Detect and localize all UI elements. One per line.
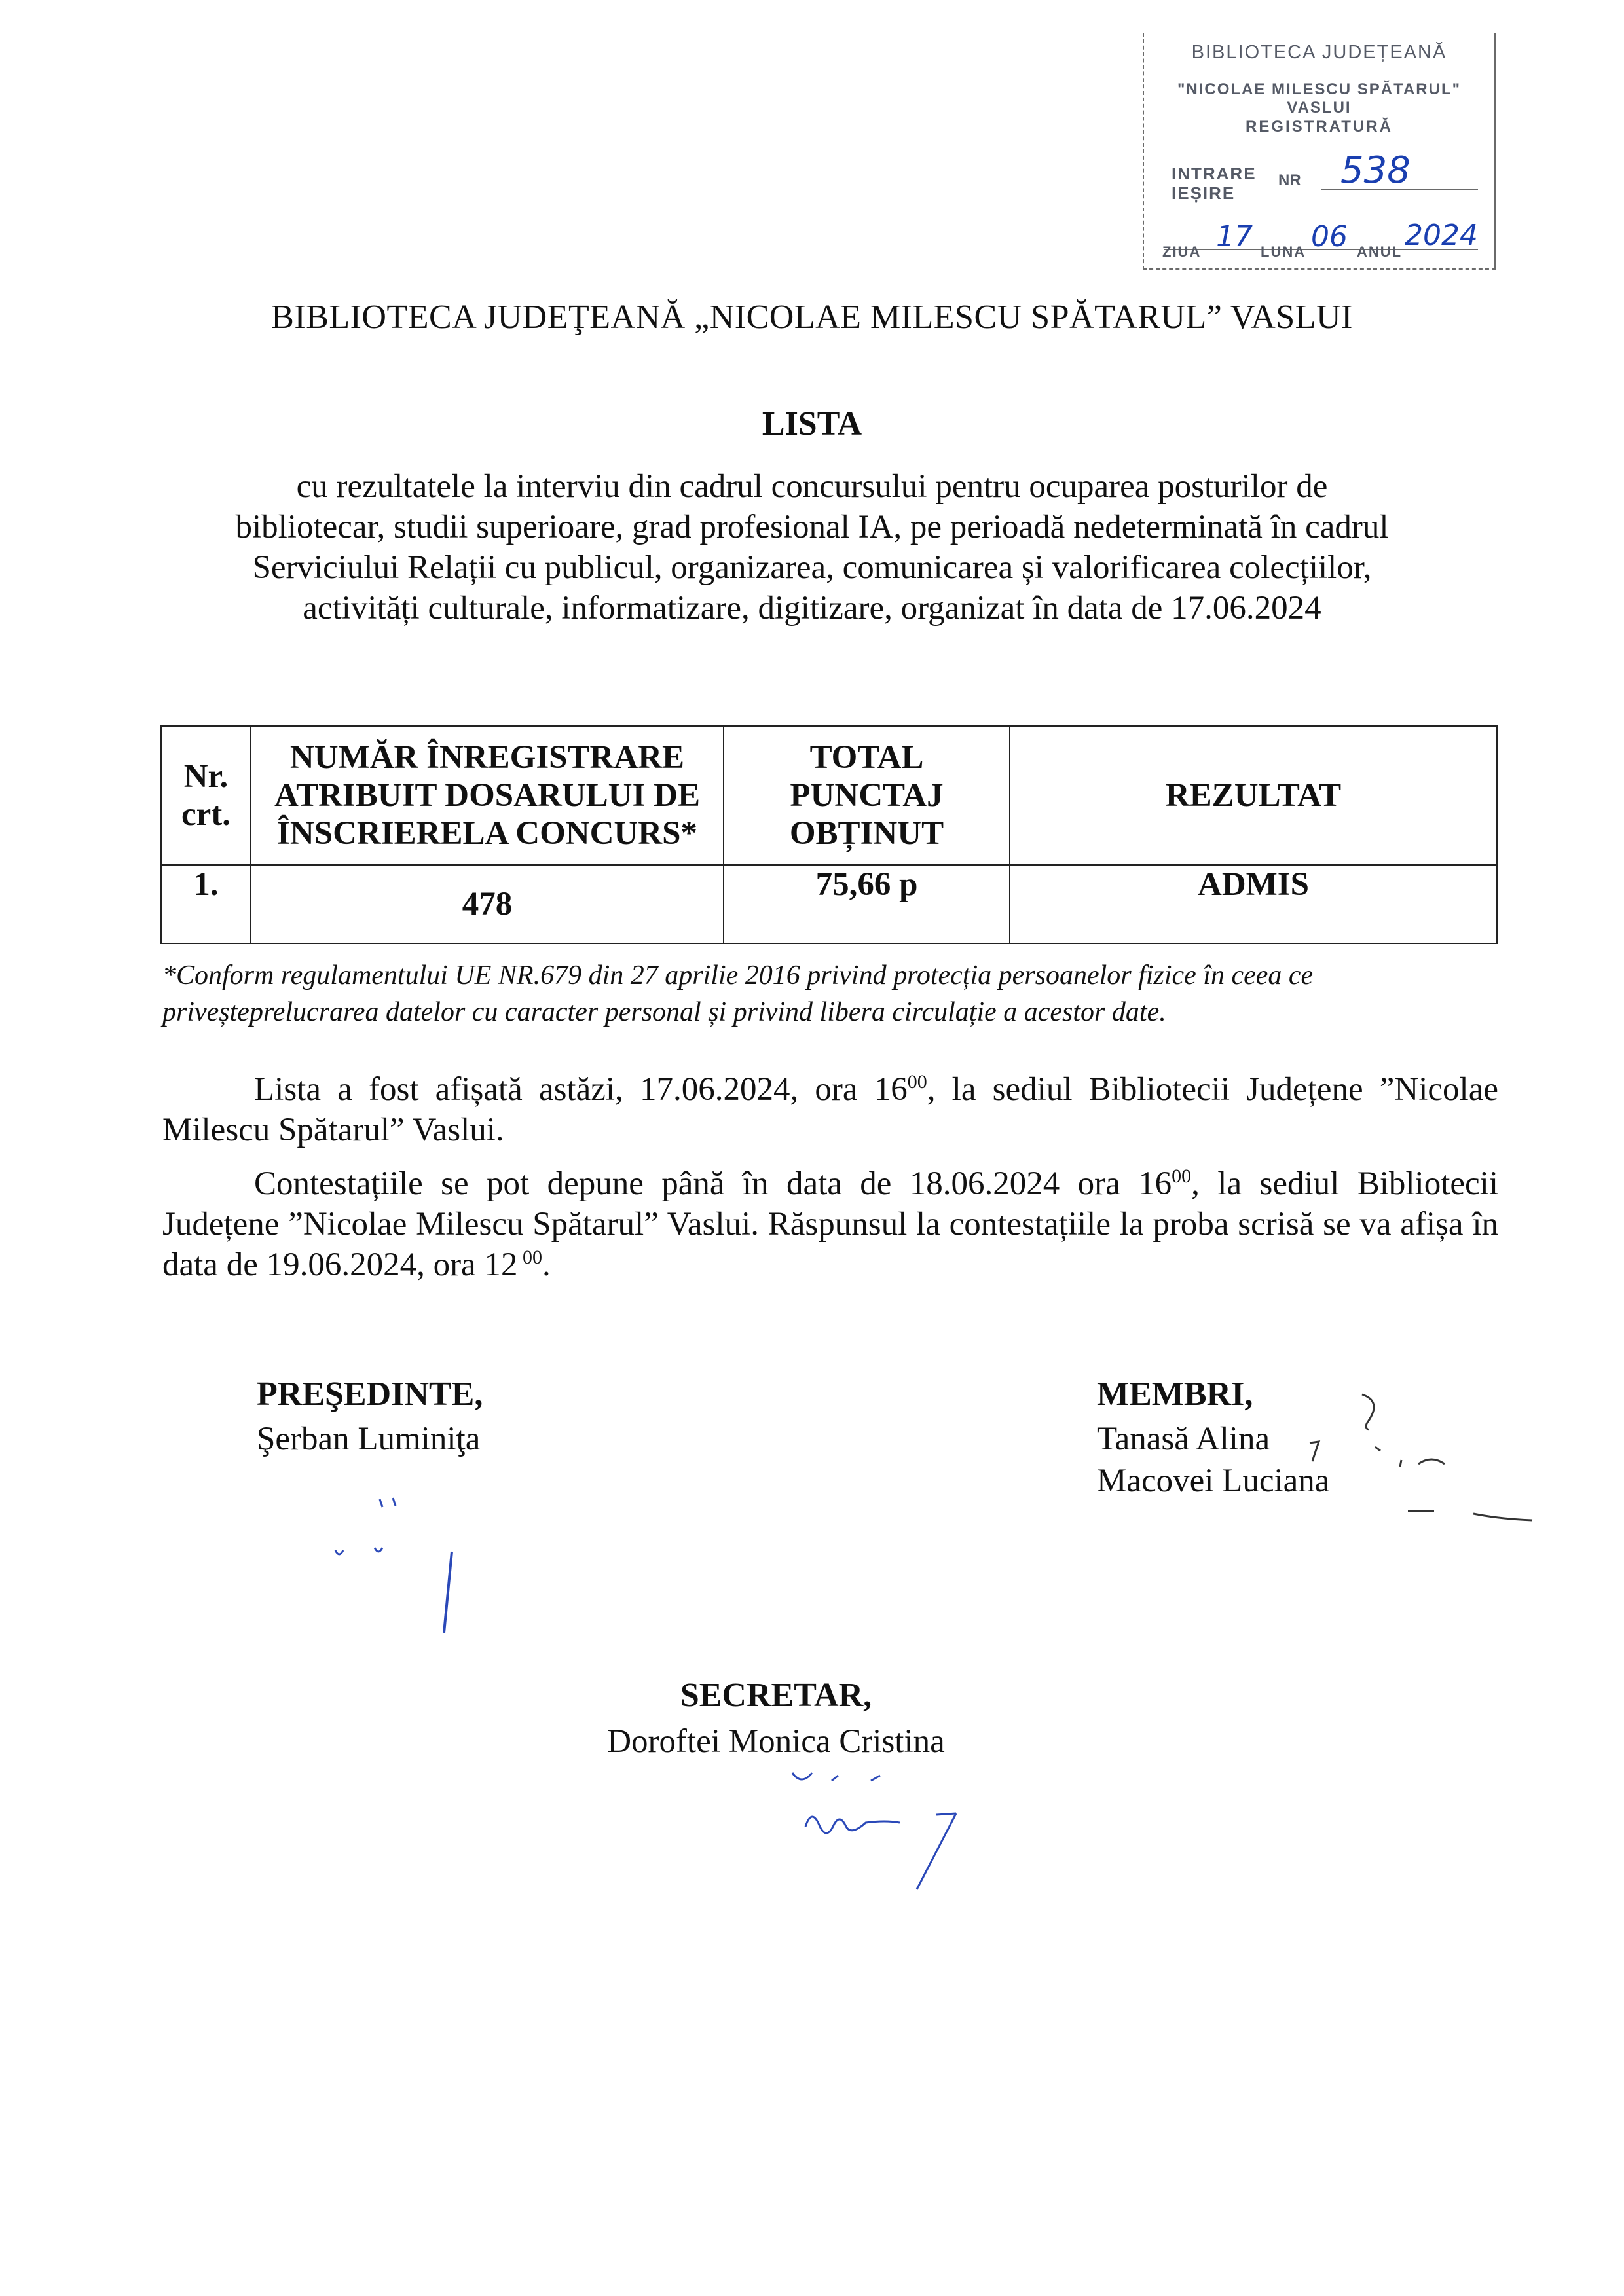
intro-line: Serviciului Relații cu publicul, organizarea, comunicarea și valorificarea colecțiilor, <box>252 549 1372 586</box>
cell-total-score: 75,66 p <box>724 865 1010 943</box>
posting-text: Lista a fost afișată astăzi, 17.06.2024, ora 16 <box>254 1071 908 1108</box>
stamp-day-label: ZIUA <box>1162 244 1202 260</box>
stamp-library-name: BIBLIOTECA JUDEȚEANĂ <box>1191 42 1447 63</box>
table-header-row <box>161 726 1497 865</box>
stamp-registry-label: REGISTRATURĂ <box>1246 118 1393 136</box>
footnote: *Conform regulamentului UE NR.679 din 27 aprilie 2016 privind protecția persoanelor fizice în ceea ce priveșteprelucrarea datelor cu caracter personal și privind libera circulație a acestor date. <box>162 960 1314 1027</box>
header-total-score <box>724 726 1010 865</box>
stamp-month-label: LUNA <box>1261 244 1306 260</box>
members-signature <box>1303 1381 1565 1539</box>
member-name: Macovei Luciana <box>1097 1463 1330 1499</box>
stamp-nr-value: 538 <box>1340 149 1411 192</box>
header-text: OBȚINUT <box>789 815 944 852</box>
secretary-title: SECRETAR, <box>680 1677 872 1714</box>
stamp-entry-label: INTRARE <box>1172 164 1257 183</box>
stamp-month-value: 06 <box>1311 220 1348 253</box>
stamp-year-value: 2024 <box>1405 219 1478 252</box>
header-result <box>1010 726 1497 865</box>
stamp-entry-exit <box>1172 164 1257 203</box>
header-text: TOTAL <box>809 739 924 776</box>
header-registration-number <box>251 726 724 865</box>
member-name: Tanasă Alina <box>1097 1421 1270 1457</box>
cell-registration-number: 478 <box>251 865 724 943</box>
posting-text: , la sediul Bibliotecii Județene ”Nicolae Milescu Spătarul” Vaslui. <box>162 1071 1499 1148</box>
stamp-exit-label: IEȘIRE <box>1172 183 1236 203</box>
header-text: ATRIBUIT DOSARULUI DE <box>274 777 700 814</box>
secretary-signature <box>773 1768 1008 1892</box>
intro-line: activități culturale, informatizare, digitizare, organizat în data de 17.06.2024 <box>303 590 1321 627</box>
table-row <box>161 865 1497 943</box>
president-block <box>257 1375 483 1458</box>
cell-nr: 1. <box>161 865 251 943</box>
answer-time-superscript: 00 <box>517 1247 542 1268</box>
header-text: ÎNSCRIERELA CONCURS* <box>277 815 697 852</box>
secretary-block <box>0 1676 1624 1760</box>
members-block <box>1097 1375 1329 1500</box>
results-table <box>160 725 1498 944</box>
intro-line: cu rezultatele la interviu din cadrul concursului pentru ocuparea posturilor de <box>296 468 1328 505</box>
header-text: Nr. <box>183 758 229 795</box>
appeals-text: Contestațiile se pot depune până în data de 18.06.2024 ora 16 <box>254 1165 1172 1202</box>
president-signature <box>321 1480 491 1637</box>
stamp-day-value: 17 <box>1216 220 1253 253</box>
posting-paragraph <box>162 1069 1498 1150</box>
intro-line: bibliotecar, studii superioare, grad profesional IA, pe perioadă nedeterminată în cadrul <box>235 509 1389 545</box>
header-text: crt. <box>181 796 231 833</box>
institution-title: BIBLIOTECA JUDEŢEANĂ „NICOLAE MILESCU SPĂTARUL” VASLUI <box>271 299 1353 336</box>
header-text: NUMĂR ÎNREGISTRARE <box>289 739 685 776</box>
header-text: REZULTAT <box>1165 777 1342 814</box>
president-name: Şerban Luminiţa <box>257 1421 481 1457</box>
stamp-library-subtitle: "NICOLAE MILESCU SPĂTARUL" VASLUI <box>1177 81 1461 117</box>
secretary-name: Doroftei Monica Cristina <box>607 1723 945 1760</box>
stamp-year-label: ANUL <box>1357 244 1403 260</box>
president-title: PREŞEDINTE, <box>257 1376 483 1413</box>
appeals-text: , la sediul Bibliotecii Județene ”Nicolae Milescu Spătarul” Vaslui. Răspunsul la contestațiile la proba scrisă se va afișa în data de 19.06.2024, ora 12 <box>162 1165 1498 1283</box>
appeals-time-superscript: 00 <box>1172 1165 1192 1187</box>
intro-paragraph <box>157 466 1467 629</box>
posting-time-superscript: 00 <box>907 1071 927 1093</box>
cell-result: ADMIS <box>1010 865 1497 943</box>
stamp-nr-label: NR <box>1278 172 1301 189</box>
appeals-paragraph <box>162 1163 1498 1285</box>
document-title: LISTA <box>762 405 862 443</box>
header-text: PUNCTAJ <box>790 777 944 814</box>
header-nr-crt <box>161 726 251 865</box>
registration-stamp <box>1143 33 1496 270</box>
appeals-text: . <box>542 1247 551 1283</box>
members-title: MEMBRI, <box>1097 1376 1253 1413</box>
